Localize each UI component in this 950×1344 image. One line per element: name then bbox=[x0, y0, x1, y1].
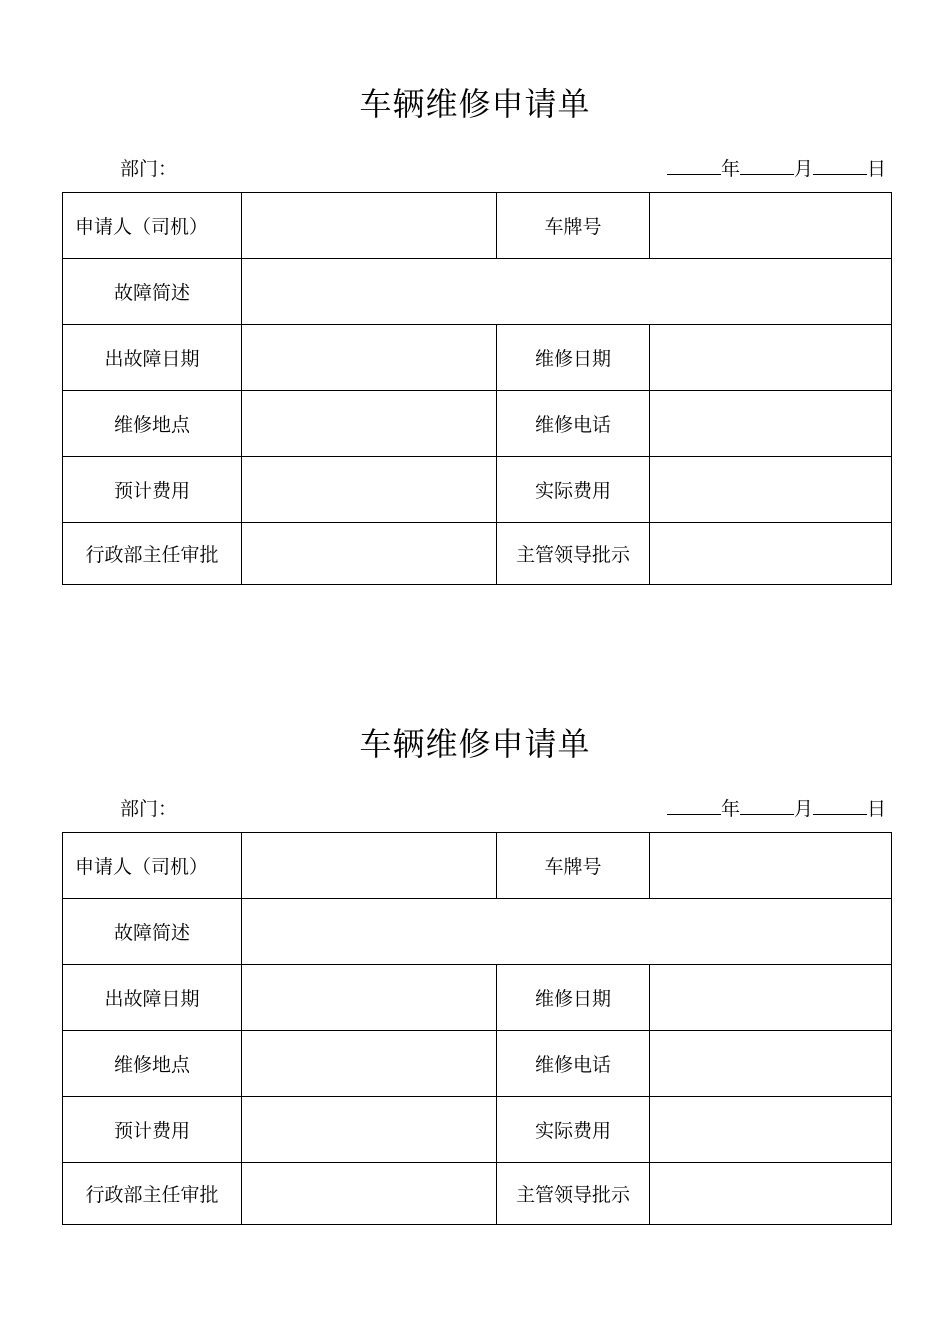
form-table bbox=[62, 832, 892, 1225]
plate-field[interactable] bbox=[650, 193, 892, 259]
admin-approval-field[interactable] bbox=[242, 523, 497, 585]
year-blank[interactable] bbox=[667, 154, 721, 175]
repair-phone-field[interactable] bbox=[650, 391, 892, 457]
table-row bbox=[63, 523, 892, 585]
applicant-field[interactable] bbox=[242, 193, 497, 259]
fault-date-label: 出故障日期 bbox=[63, 325, 242, 391]
table-row bbox=[63, 833, 892, 899]
repair-place-label: 维修地点 bbox=[63, 391, 242, 457]
repair-phone-label: 维修电话 bbox=[497, 391, 650, 457]
day-blank[interactable] bbox=[813, 794, 867, 815]
fault-desc-field[interactable] bbox=[242, 899, 892, 965]
table-row bbox=[63, 1097, 892, 1163]
fault-date-field[interactable] bbox=[242, 325, 497, 391]
repair-place-field[interactable] bbox=[242, 391, 497, 457]
est-cost-label: 预计费用 bbox=[63, 1097, 242, 1163]
est-cost-field[interactable] bbox=[242, 457, 497, 523]
date-line bbox=[667, 154, 886, 183]
date-line bbox=[667, 794, 886, 823]
table-row bbox=[63, 457, 892, 523]
day-label: 日 bbox=[866, 798, 886, 820]
day-blank[interactable] bbox=[813, 154, 867, 175]
fault-date-field[interactable] bbox=[242, 965, 497, 1031]
table-row bbox=[63, 899, 892, 965]
department-label: 部门： bbox=[120, 798, 178, 820]
table-row bbox=[63, 325, 892, 391]
leader-instruction-label: 主管领导批示 bbox=[497, 523, 650, 585]
actual-cost-field[interactable] bbox=[650, 457, 892, 523]
repair-place-field[interactable] bbox=[242, 1031, 497, 1097]
form-title: 车辆维修申请单 bbox=[359, 725, 591, 763]
admin-approval-field[interactable] bbox=[242, 1163, 497, 1225]
repair-date-field[interactable] bbox=[650, 965, 892, 1031]
actual-cost-label: 实际费用 bbox=[497, 457, 650, 523]
leader-instruction-field[interactable] bbox=[650, 523, 892, 585]
applicant-field[interactable] bbox=[242, 833, 497, 899]
month-label: 月 bbox=[793, 158, 813, 180]
applicant-label: 申请人（司机） bbox=[63, 833, 242, 899]
repair-phone-field[interactable] bbox=[650, 1031, 892, 1097]
year-blank[interactable] bbox=[667, 794, 721, 815]
applicant-label: 申请人（司机） bbox=[63, 193, 242, 259]
repair-place-label: 维修地点 bbox=[63, 1031, 242, 1097]
month-blank[interactable] bbox=[740, 154, 794, 175]
actual-cost-field[interactable] bbox=[650, 1097, 892, 1163]
actual-cost-label: 实际费用 bbox=[497, 1097, 650, 1163]
table-row bbox=[63, 391, 892, 457]
repair-phone-label: 维修电话 bbox=[497, 1031, 650, 1097]
plate-field[interactable] bbox=[650, 833, 892, 899]
leader-instruction-field[interactable] bbox=[650, 1163, 892, 1225]
fault-desc-label: 故障简述 bbox=[63, 259, 242, 325]
plate-label: 车牌号 bbox=[497, 193, 650, 259]
form-title: 车辆维修申请单 bbox=[359, 85, 591, 123]
repair-date-label: 维修日期 bbox=[497, 965, 650, 1031]
fault-desc-field[interactable] bbox=[242, 259, 892, 325]
table-row bbox=[63, 965, 892, 1031]
year-label: 年 bbox=[720, 158, 740, 180]
plate-label: 车牌号 bbox=[497, 833, 650, 899]
form-table bbox=[62, 192, 892, 585]
day-label: 日 bbox=[866, 158, 886, 180]
admin-approval-label: 行政部主任审批 bbox=[63, 523, 242, 585]
table-row bbox=[63, 1163, 892, 1225]
fault-desc-label: 故障简述 bbox=[63, 899, 242, 965]
year-label: 年 bbox=[720, 798, 740, 820]
repair-date-field[interactable] bbox=[650, 325, 892, 391]
leader-instruction-label: 主管领导批示 bbox=[497, 1163, 650, 1225]
fault-date-label: 出故障日期 bbox=[63, 965, 242, 1031]
admin-approval-label: 行政部主任审批 bbox=[63, 1163, 242, 1225]
department-label: 部门： bbox=[120, 158, 178, 180]
table-row bbox=[63, 193, 892, 259]
est-cost-label: 预计费用 bbox=[63, 457, 242, 523]
repair-date-label: 维修日期 bbox=[497, 325, 650, 391]
table-row bbox=[63, 259, 892, 325]
table-row bbox=[63, 1031, 892, 1097]
month-blank[interactable] bbox=[740, 794, 794, 815]
month-label: 月 bbox=[793, 798, 813, 820]
est-cost-field[interactable] bbox=[242, 1097, 497, 1163]
